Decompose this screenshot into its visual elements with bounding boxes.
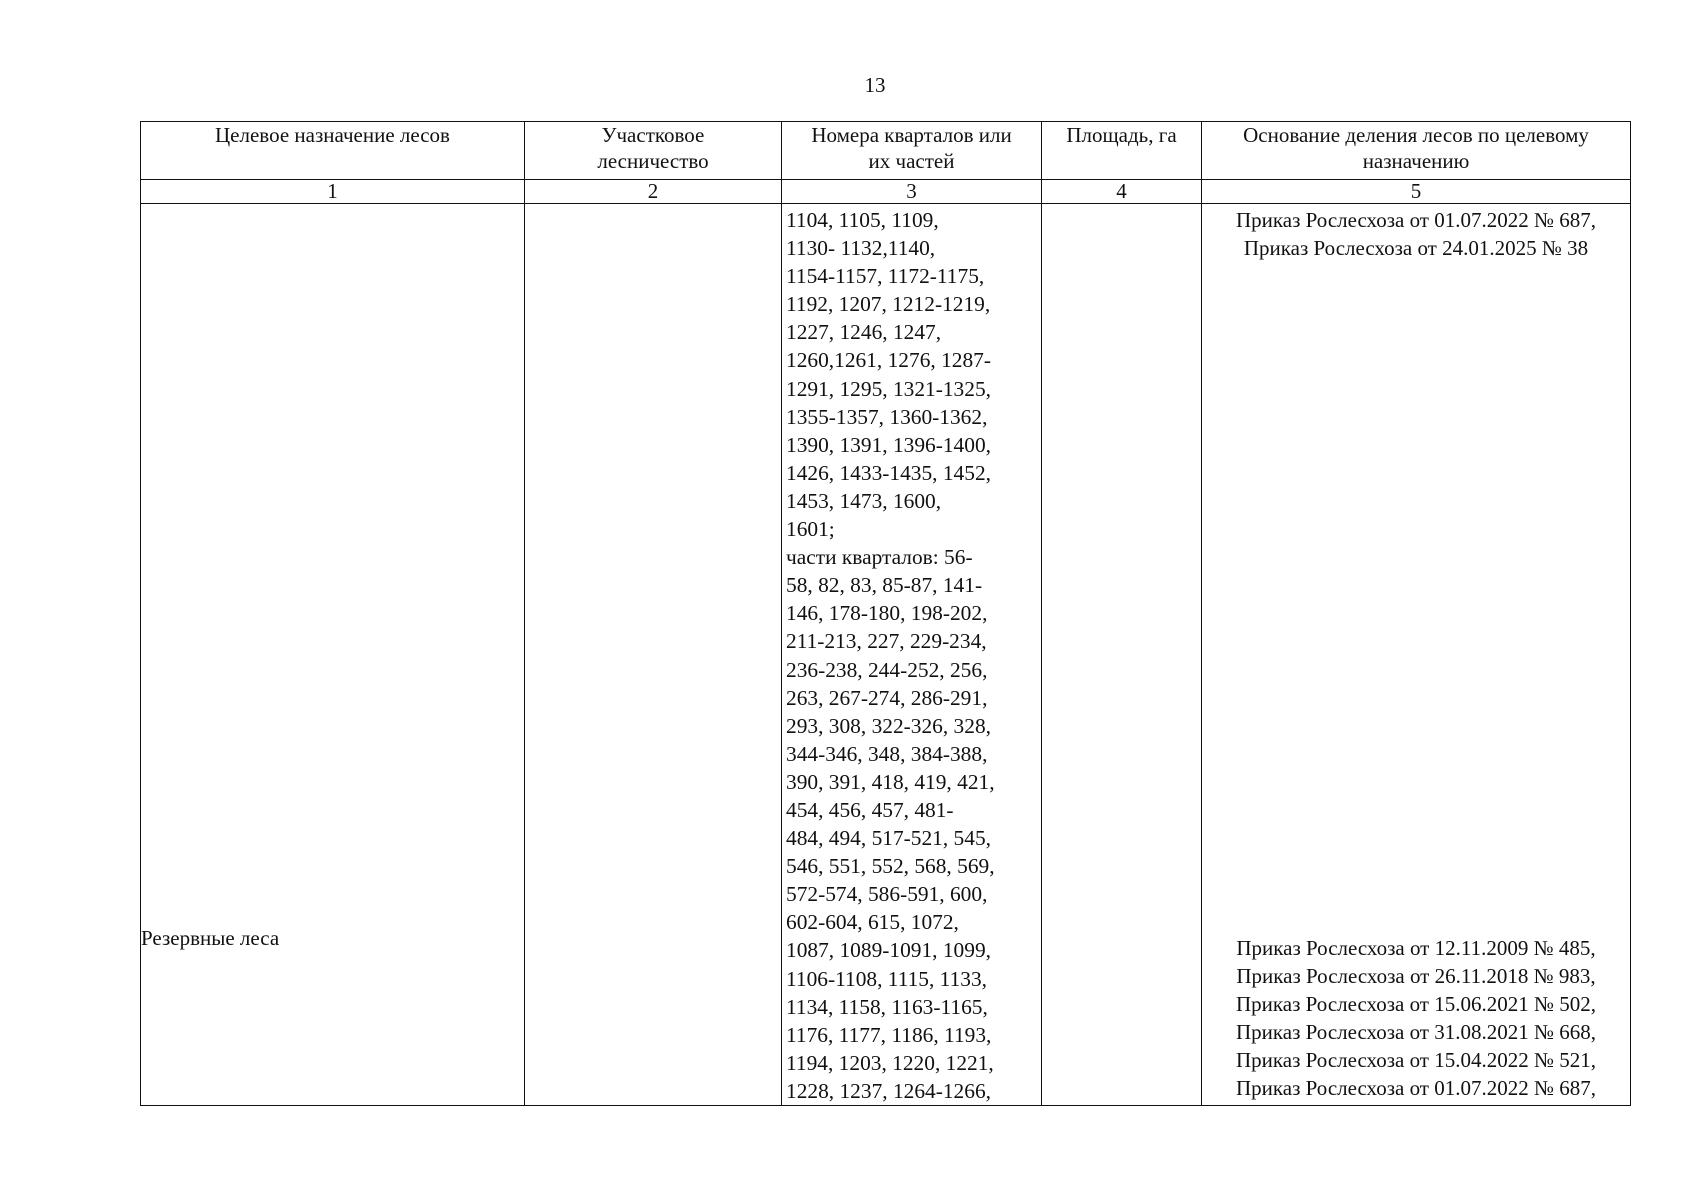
quarter-numbers-line: 344-346, 348, 384-388, bbox=[786, 741, 988, 766]
quarter-numbers-line: 1087, 1089-1091, 1099, bbox=[786, 938, 991, 963]
purpose-cell bbox=[141, 204, 525, 1106]
header-purpose: Целевое назначение лесов bbox=[141, 122, 525, 180]
quarter-numbers-line: 1291, 1295, 1321-1325, bbox=[786, 376, 991, 401]
quarter-numbers-line: части кварталов: 56- bbox=[786, 545, 973, 570]
quarter-numbers-line: 1192, 1207, 1212-1219, bbox=[786, 292, 991, 317]
quarter-numbers-line: 1390, 1391, 1396-1400, bbox=[786, 432, 991, 457]
quarter-numbers-line: 1601; bbox=[786, 517, 835, 542]
quarters-cell bbox=[782, 204, 1042, 1106]
quarter-numbers-line: 1106-1108, 1115, 1133, bbox=[786, 966, 988, 991]
quarter-numbers-line: 1130- 1132,1140, bbox=[786, 236, 936, 261]
quarter-numbers-line: 1227, 1246, 1247, bbox=[786, 320, 942, 345]
quarter-numbers-line: 1228, 1237, 1264-1266, bbox=[786, 1078, 991, 1103]
header-quarters: Номера кварталов или их частей bbox=[782, 122, 1042, 180]
quarter-numbers-line: 1260,1261, 1276, 1287- bbox=[786, 348, 991, 373]
basis-order-line: Приказ Рослесхоза от 24.01.2025 № 38 bbox=[1243, 236, 1589, 261]
forestry-cell bbox=[525, 204, 782, 1106]
basis-order-line: Приказ Рослесхоза от 01.07.2022 № 687, bbox=[1235, 1076, 1597, 1101]
quarters-list bbox=[782, 204, 1041, 1105]
basis-order-line: Приказ Рослесхоза от 31.08.2021 № 668, bbox=[1235, 1020, 1597, 1045]
basis-order-line: Приказ Рослесхоза от 26.11.2018 № 983, bbox=[1236, 964, 1596, 989]
quarter-numbers-line: 263, 267-274, 286-291, bbox=[786, 685, 988, 710]
quarter-numbers-line: 390, 391, 418, 419, 421, bbox=[786, 769, 995, 794]
quarter-numbers-line: 146, 178-180, 198-202, bbox=[786, 601, 988, 626]
quarter-numbers-line: 572-574, 586-591, 600, bbox=[786, 882, 988, 907]
forest-purpose: Резервные леса bbox=[141, 926, 280, 950]
column-number: 3 bbox=[782, 180, 1042, 204]
basis-cell bbox=[1202, 204, 1631, 1106]
header-row bbox=[141, 122, 1631, 180]
column-number: 5 bbox=[1202, 180, 1631, 204]
header-forestry: Участковое лесничество bbox=[525, 122, 782, 180]
quarter-numbers-line: 1355-1357, 1360-1362, bbox=[786, 404, 988, 429]
quarter-numbers-line: 546, 551, 552, 568, 569, bbox=[786, 854, 995, 879]
quarter-numbers-line: 602-604, 615, 1072, bbox=[786, 910, 959, 935]
basis-orders-bottom bbox=[1202, 934, 1630, 1103]
quarter-numbers-line: 1194, 1203, 1220, 1221, bbox=[786, 1050, 994, 1075]
header-basis: Основание деления лесов по целевому назначению bbox=[1202, 122, 1631, 180]
basis-order-line: Приказ Рослесхоза от 01.07.2022 № 687, bbox=[1235, 208, 1597, 232]
quarter-numbers-line: 1176, 1177, 1186, 1193, bbox=[786, 1022, 992, 1047]
table-row bbox=[141, 204, 1631, 1106]
quarter-numbers-line: 1104, 1105, 1109, bbox=[786, 208, 939, 232]
quarter-numbers-line: 1453, 1473, 1600, bbox=[786, 488, 942, 513]
quarter-numbers-line: 58, 82, 83, 85-87, 141- bbox=[786, 573, 983, 598]
quarter-numbers-line: 484, 494, 517-521, 545, bbox=[786, 826, 991, 851]
header-area: Площадь, га bbox=[1042, 122, 1202, 180]
basis-order-line: Приказ Рослесхоза от 15.06.2021 № 502, bbox=[1235, 992, 1597, 1017]
quarter-numbers-line: 1134, 1158, 1163-1165, bbox=[786, 994, 988, 1019]
quarter-numbers-line: 211-213, 227, 229-234, bbox=[786, 629, 987, 654]
basis-order-line: Приказ Рослесхоза от 12.11.2009 № 485, bbox=[1236, 936, 1596, 960]
basis-orders-top bbox=[1202, 206, 1630, 262]
quarter-numbers-line: 454, 456, 457, 481- bbox=[786, 797, 954, 822]
area-cell bbox=[1042, 204, 1202, 1106]
column-number-row bbox=[141, 180, 1631, 204]
column-number: 4 bbox=[1042, 180, 1202, 204]
quarter-numbers-line: 1154-1157, 1172-1175, bbox=[786, 264, 985, 289]
basis-order-line: Приказ Рослесхоза от 15.04.2022 № 521, bbox=[1235, 1048, 1597, 1073]
forest-purpose-table bbox=[140, 121, 1631, 1106]
quarter-numbers-line: 236-238, 244-252, 256, bbox=[786, 657, 988, 682]
quarter-numbers-line: 1426, 1433-1435, 1452, bbox=[786, 460, 991, 485]
page-number: 13 bbox=[864, 73, 886, 97]
quarter-numbers-line: 293, 308, 322-326, 328, bbox=[786, 713, 991, 738]
column-number: 2 bbox=[525, 180, 782, 204]
column-number: 1 bbox=[141, 180, 525, 204]
